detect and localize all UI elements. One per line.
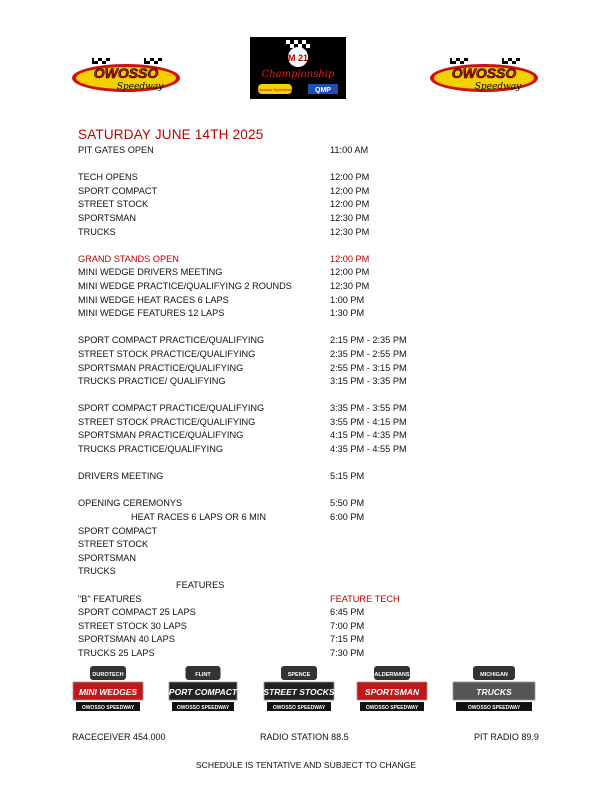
schedule-row <box>78 470 538 484</box>
schedule-time: 3:55 PM - 4:15 PM <box>330 416 407 427</box>
class-logo-track: OWOSSO SPEEDWAY <box>176 705 230 711</box>
class-logo-sponsor: MICHIGAN <box>480 672 508 678</box>
schedule-event: FEATURES <box>176 580 225 590</box>
schedule-row <box>78 525 538 539</box>
schedule-spacer <box>78 158 538 172</box>
schedule-disclaimer: SCHEDULE IS TENTATIVE AND SUBJECT TO CHANGE <box>195 760 417 770</box>
schedule-row <box>78 375 538 389</box>
schedule-time: 1:30 PM <box>330 308 365 319</box>
schedule-time: 12:00 PM <box>330 172 370 183</box>
schedule-row <box>78 348 538 362</box>
schedule-row <box>78 198 538 212</box>
schedule-time: 3:15 PM - 3:35 PM <box>330 376 407 387</box>
schedule-event: TRUCKS PRACTICE/QUALIFYING <box>78 444 223 455</box>
schedule-time: 12:30 PM <box>330 280 370 291</box>
schedule-row <box>78 362 538 376</box>
schedule-event: MINI WEDGE DRIVERS MEETING <box>78 267 223 278</box>
schedule-rows <box>78 144 538 661</box>
schedule-time: 2:15 PM - 2:35 PM <box>330 335 407 346</box>
schedule <box>78 126 538 661</box>
class-logo-sponsor: ALDERMANS <box>374 672 410 678</box>
class-logo-sponsor: FLINT <box>195 672 211 678</box>
schedule-event: MINI WEDGE HEAT RACES 6 LAPS <box>78 294 229 305</box>
schedule-spacer <box>78 457 538 471</box>
schedule-event: SPORTSMAN <box>78 212 137 223</box>
schedule-event: STREET STOCK <box>78 539 149 550</box>
schedule-row <box>78 226 538 240</box>
schedule-time: 1:00 PM <box>330 294 365 305</box>
schedule-row <box>78 647 538 661</box>
schedule-time: 12:00 PM <box>330 253 370 264</box>
raceceiver-frequency: RACECEIVER 454.000 <box>72 732 166 742</box>
schedule-title: SATURDAY JUNE 14TH 2025 <box>78 127 264 142</box>
class-logo-track: OWOSSO SPEEDWAY <box>81 705 135 711</box>
owosso-speedway-logo-left <box>70 56 182 94</box>
owosso-logo-graphic <box>70 56 182 94</box>
schedule-event: SPORTSMAN PRACTICE/QUALIFYING <box>78 362 244 373</box>
schedule-row <box>78 552 538 566</box>
schedule-time: 12:30 PM <box>330 212 370 223</box>
schedule-spacer <box>78 389 538 403</box>
schedule-row <box>78 171 538 185</box>
center-logo-small-left: Owosso Speedway <box>257 87 293 92</box>
schedule-time: 12:00 PM <box>330 199 370 210</box>
schedule-event: DRIVERS MEETING <box>78 471 164 482</box>
schedule-row <box>78 429 538 443</box>
schedule-row <box>78 253 538 267</box>
schedule-row <box>78 593 538 607</box>
schedule-row <box>78 212 538 226</box>
schedule-event: STREET STOCK 30 LAPS <box>78 620 187 631</box>
schedule-event: TRUCKS <box>78 226 116 237</box>
schedule-time: 7:30 PM <box>330 647 365 658</box>
class-logo-track: OWOSSO SPEEDWAY <box>365 705 419 711</box>
schedule-time: 4:35 PM - 4:55 PM <box>330 444 407 455</box>
logo-text-line2: Speedway <box>116 82 164 92</box>
schedule-event: SPORT COMPACT 25 LAPS <box>78 607 196 618</box>
schedule-event: TRUCKS PRACTICE/ QUALIFYING <box>78 376 226 387</box>
schedule-event: TRUCKS 25 LAPS <box>78 647 155 658</box>
class-logo <box>452 664 536 716</box>
schedule-time: 5:15 PM <box>330 471 365 482</box>
schedule-time: 12:30 PM <box>330 226 370 237</box>
class-logo-sponsor: SPENCE <box>287 672 311 678</box>
schedule-event: SPORT COMPACT <box>78 185 158 196</box>
championship-logo <box>250 37 346 99</box>
pit-radio-frequency: PIT RADIO 89.9 <box>474 732 539 742</box>
class-logo-sponsor: DUROTECH <box>92 672 124 678</box>
schedule-spacer <box>78 321 538 335</box>
logo-text-line1: OWOSSO <box>93 65 159 81</box>
schedule-row <box>78 307 538 321</box>
center-logo-small-right: QMP <box>315 87 331 94</box>
schedule-row <box>78 402 538 416</box>
class-logo-label: SPORT COMPACTS <box>163 687 243 697</box>
schedule-time: 7:15 PM <box>330 634 365 645</box>
schedule-event: SPORTSMAN <box>78 552 137 563</box>
class-logo-graphic <box>263 664 335 716</box>
schedule-time: 6:00 PM <box>330 512 365 523</box>
logo-text-line1: OWOSSO <box>451 65 517 81</box>
schedule-time: FEATURE TECH <box>330 593 400 604</box>
schedule-event: SPORT COMPACT PRACTICE/QUALIFYING <box>78 403 265 414</box>
class-logo-label: MINI WEDGES <box>78 687 138 697</box>
class-logo-track: OWOSSO SPEEDWAY <box>467 705 521 711</box>
schedule-event: TECH OPENS <box>78 172 138 183</box>
schedule-row <box>78 565 538 579</box>
schedule-event: SPORT COMPACT PRACTICE/QUALIFYING <box>78 335 265 346</box>
class-logo-label: STREET STOCKS <box>263 687 335 697</box>
schedule-row <box>78 280 538 294</box>
schedule-row <box>78 497 538 511</box>
logo-text-line2: Speedway <box>474 82 522 92</box>
schedule-row <box>78 606 538 620</box>
schedule-time: 6:45 PM <box>330 607 365 618</box>
schedule-row <box>78 579 538 593</box>
owosso-logo-graphic <box>428 56 540 94</box>
class-logo-graphic <box>163 664 243 716</box>
schedule-event: MINI WEDGE PRACTICE/QUALIFYING 2 ROUNDS <box>78 280 292 291</box>
schedule-event: "B" FEATURES <box>78 593 142 604</box>
center-logo-badge: M 21 <box>287 53 309 63</box>
schedule-row <box>78 443 538 457</box>
schedule-event: MINI WEDGE FEATURES 12 LAPS <box>78 308 225 319</box>
schedule-time: 7:00 PM <box>330 620 365 631</box>
schedule-event: STREET STOCK PRACTICE/QUALIFYING <box>78 416 256 427</box>
center-logo-script: Championship <box>261 69 335 80</box>
schedule-event: GRAND STANDS OPEN <box>78 253 179 264</box>
schedule-event: TRUCKS <box>78 566 116 577</box>
class-logo-label: SPORTSMAN <box>364 687 420 697</box>
schedule-row <box>78 633 538 647</box>
schedule-event: STREET STOCK <box>78 199 149 210</box>
schedule-time: 4:15 PM - 4:35 PM <box>330 430 407 441</box>
schedule-row <box>78 416 538 430</box>
schedule-event: STREET STOCK PRACTICE/QUALIFYING <box>78 348 256 359</box>
schedule-row <box>78 538 538 552</box>
schedule-time: 5:50 PM <box>330 498 365 509</box>
radio-station-frequency: RADIO STATION 88.5 <box>260 732 349 742</box>
schedule-time: 3:35 PM - 3:55 PM <box>330 403 407 414</box>
schedule-time: 2:55 PM - 3:15 PM <box>330 362 407 373</box>
schedule-row <box>78 294 538 308</box>
class-logo <box>72 664 144 716</box>
schedule-time: 11:00 AM <box>330 145 369 155</box>
schedule-row <box>78 266 538 280</box>
championship-logo-graphic <box>250 37 346 99</box>
class-logo <box>263 664 335 716</box>
schedule-time: 12:00 PM <box>330 185 370 196</box>
schedule-event: PIT GATES OPEN <box>78 145 154 155</box>
schedule-row <box>78 144 538 158</box>
schedule-row <box>78 620 538 634</box>
class-logo-graphic <box>72 664 144 716</box>
class-logo-graphic <box>356 664 428 716</box>
class-logo-label: TRUCKS <box>476 687 512 697</box>
schedule-spacer <box>78 484 538 498</box>
schedule-row <box>78 334 538 348</box>
schedule-event: OPENING CEREMONYS <box>78 498 183 509</box>
class-logo <box>163 664 243 716</box>
schedule-event: SPORTSMAN PRACTICE/QUALIFYING <box>78 430 244 441</box>
class-logo <box>356 664 428 716</box>
schedule-spacer <box>78 239 538 253</box>
schedule-time: 2:35 PM - 2:55 PM <box>330 348 407 359</box>
class-logo-track: OWOSSO SPEEDWAY <box>272 705 326 711</box>
schedule-row <box>78 185 538 199</box>
schedule-row <box>78 511 538 525</box>
schedule-event: SPORT COMPACT <box>78 525 158 536</box>
schedule-event: HEAT RACES 6 LAPS OR 6 MIN <box>131 512 266 523</box>
class-logo-graphic <box>452 664 536 716</box>
schedule-event: SPORTSMAN 40 LAPS <box>78 634 175 645</box>
owosso-speedway-logo-right <box>428 56 540 94</box>
schedule-time: 12:00 PM <box>330 267 370 278</box>
